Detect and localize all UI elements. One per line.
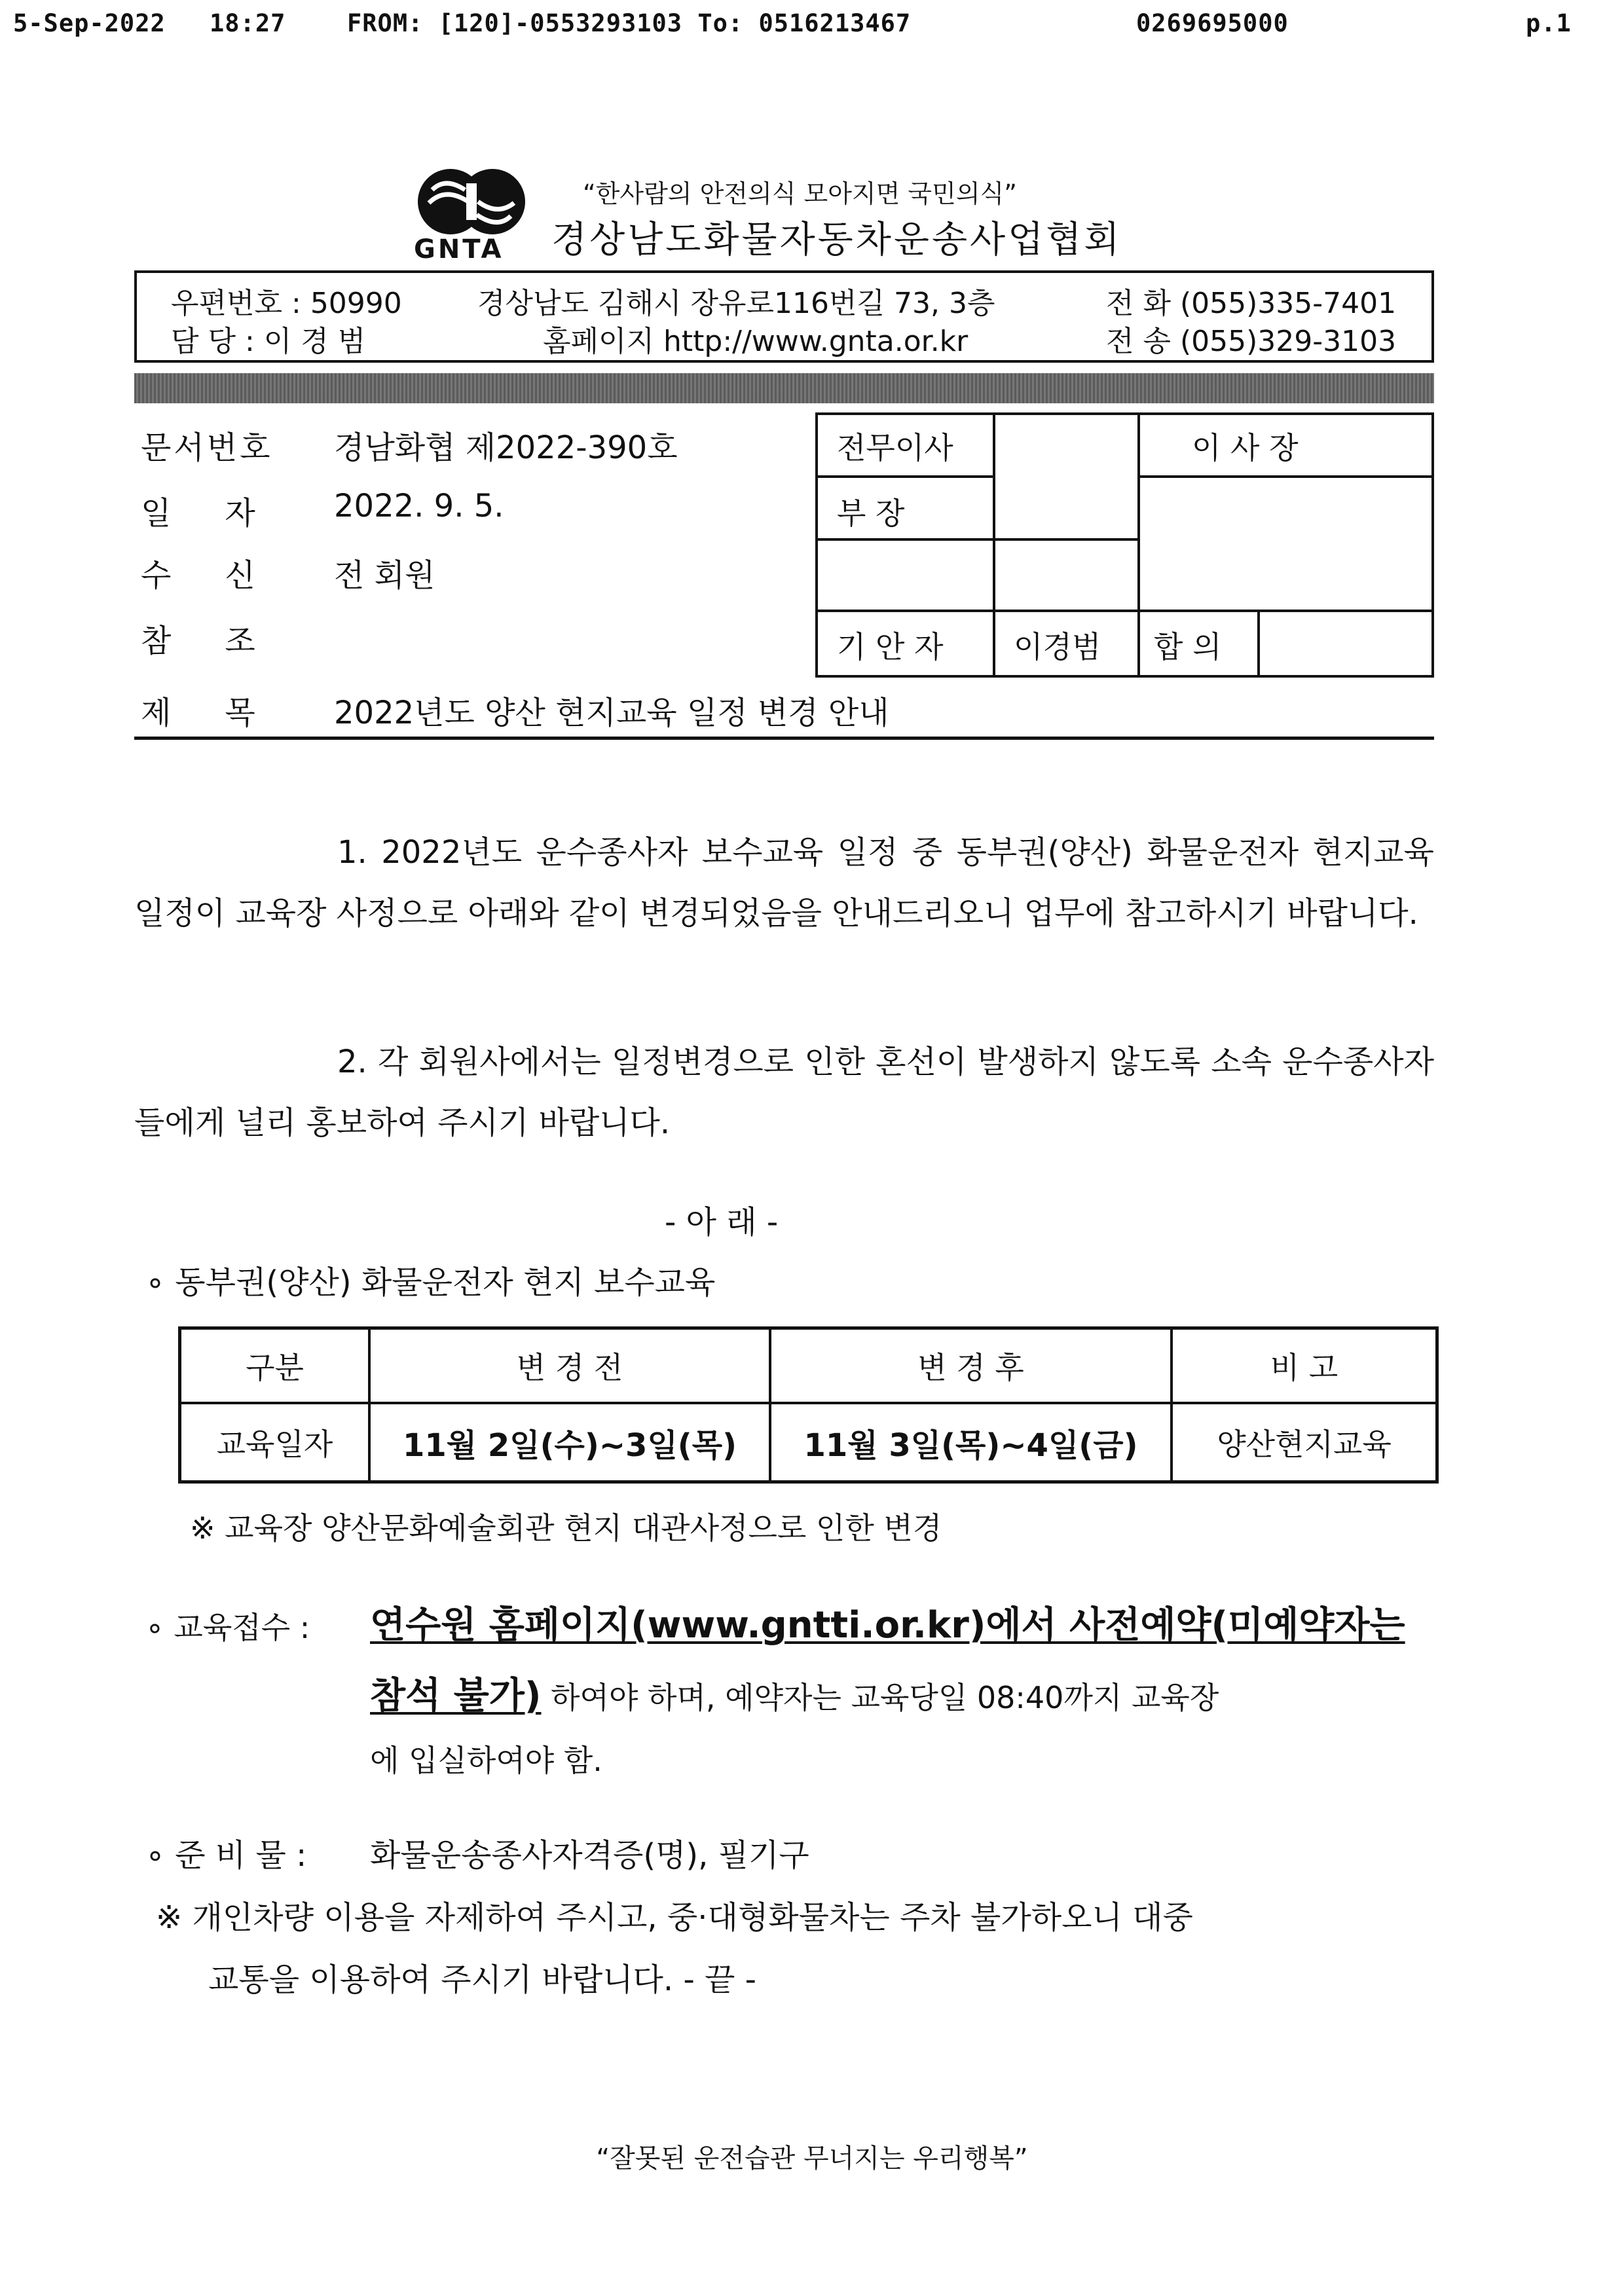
recipient: 전 회원 [334,557,435,594]
approval-drafter-name: 이경범 [1014,629,1101,665]
prep-label: ∘ 준 비 물 : [145,1837,307,1874]
reception-underlined-line2: 참석 불가) [370,1675,542,1717]
address: 경상남도 김해시 장유로116번길 73, 3층 [477,287,995,320]
section-title: ∘ 동부권(양산) 화물운전자 현지 보수교육 [145,1264,716,1301]
subject-rule [134,737,1434,740]
logo-text: GNTA [414,234,504,264]
reception-line3: 에 입실하여야 함. [370,1743,602,1778]
subject: 2022년도 양산 현지교육 일정 변경 안내 [334,695,889,731]
doc-date: 2022. 9. 5. [334,488,504,524]
table-header-category: 구분 [246,1350,304,1385]
postal-code: 우편번호 : 50990 [171,287,402,320]
fax-number: 0269695000 [1136,9,1289,37]
date-label: 일자 [141,495,309,532]
subject-label: 제목 [141,695,309,731]
fax-time: 18:27 [210,9,286,37]
table-header-before: 변 경 전 [516,1350,623,1385]
venue-note: ※ 교육장 양산문화예술회관 현지 대관사정으로 인한 변경 [190,1510,942,1546]
manager-name: 담 당 : 이 경 범 [171,325,366,358]
slogan-top: “한사람의 안전의식 모아지면 국민의식” [583,179,1017,208]
table-header-after: 변 경 후 [917,1350,1024,1385]
recipient-label: 수신 [141,557,309,594]
fax-from-to: FROM: [120]-0553293103 To: 0516213467 [347,9,912,37]
table-cell-category: 교육일자 [216,1427,333,1462]
table-cell-before: 11월 2일(수)~3일(목) [402,1427,737,1464]
table-cell-remarks: 양산현지교육 [1217,1427,1392,1462]
reception-label: ∘ 교육접수 : [145,1610,310,1645]
below-heading: - 아 래 - [665,1204,779,1241]
contact-box [134,270,1434,363]
reception-underlined-line1: 연수원 홈페이지(www.gntti.or.kr)에서 사전예약(미예약자는 [370,1604,1405,1647]
reception-rest: 하여야 하며, 예약자는 교육당일 08:40까지 교육장 [541,1680,1219,1715]
paragraph-2 [134,1032,1434,1154]
doc-number: 경남화협 제2022-390호 [334,429,678,466]
doc-number-label: 문서번호 [141,429,273,466]
gnta-logo-icon [406,164,537,242]
vehicle-note-line2: 교통을 이용하여 주시기 바랍니다. - 끝 - [208,1961,756,1998]
fax-date: 5-Sep-2022 [13,9,166,37]
table-header-remarks: 비 고 [1270,1350,1338,1385]
fax-number-contact: 전 송 (055)329-3103 [1106,325,1397,358]
approval-agreement: 합 의 [1154,629,1222,665]
header-divider-bar [134,373,1434,403]
approval-drafter-label: 기 안 자 [837,629,944,665]
reception-line2 [370,1667,1219,1719]
schedule-table [178,1326,1439,1484]
homepage-url: 홈페이지 http://www.gnta.or.kr [543,325,969,358]
phone-number: 전 화 (055)335-7401 [1106,287,1397,320]
organization-name: 경상남도화물자동차운송사업협회 [551,219,1122,261]
approval-executive: 전무이사 [837,430,953,465]
approval-manager: 부 장 [837,496,905,531]
vehicle-note-line1: ※ 개인차량 이용을 자제하여 주시고, 중·대형화물차는 주차 불가하오니 대중 [156,1899,1193,1936]
paragraph-1-text: 1. 2022년도 운수종사자 보수교육 일정 중 동부권(양산) 화물운전자 현지교육 일정이 교육장 사정으로 아래와 같이 변경되었음을 안내드리오니 업무에 참고하시기 바랍니다. [134,834,1434,932]
prep-items: 화물운송종사자격증(명), 필기구 [370,1837,809,1874]
reference-label: 참조 [141,623,309,659]
paragraph-2-text: 2. 각 회원사에서는 일정변경으로 인한 혼선이 발생하지 않도록 소속 운수종사자들에게 널리 홍보하여 주시기 바랍니다. [134,1044,1434,1141]
footer-slogan: “잘못된 운전습관 무너지는 우리행복” [596,2143,1028,2174]
fax-page: p.1 [1526,9,1572,37]
paragraph-1 [134,822,1434,944]
table-cell-after: 11월 3일(목)~4일(금) [803,1427,1138,1464]
approval-president: 이 사 장 [1192,430,1299,465]
